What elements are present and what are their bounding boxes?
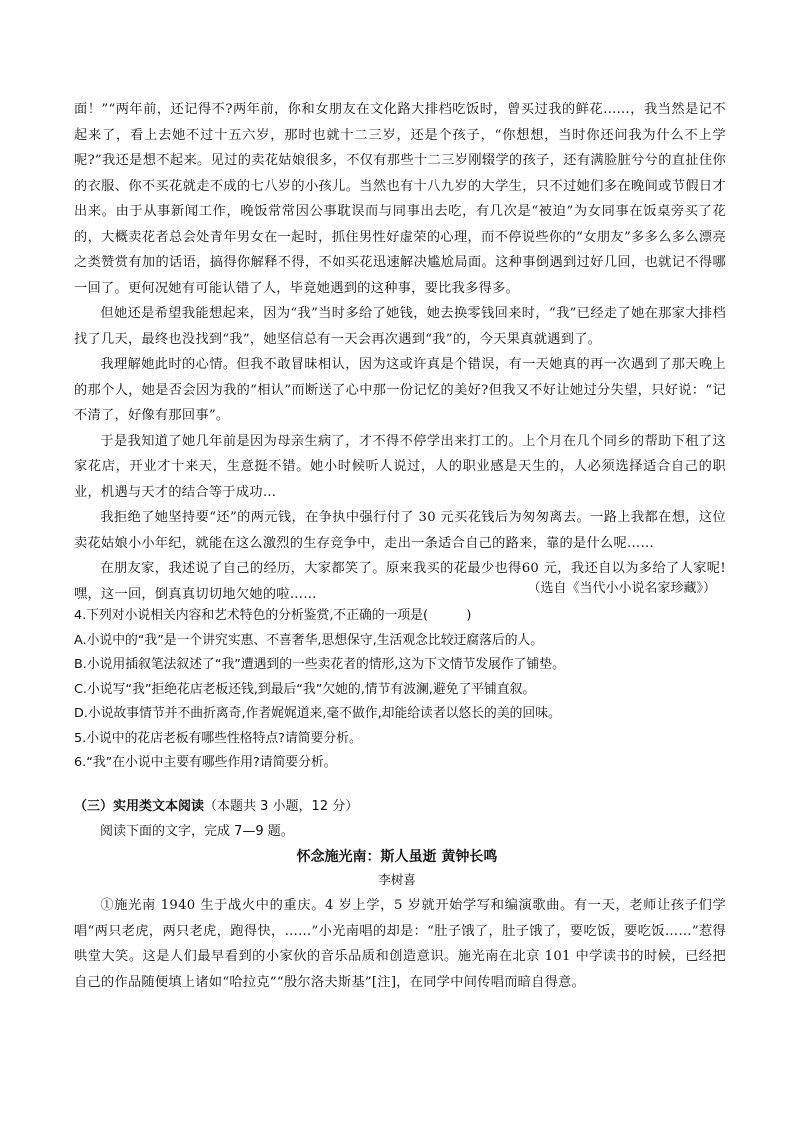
story-paragraph-2: 但她还是希望我能想起来，因为“我”当时多给了她钱，她去换零钱回来时，“我”已经走了她在那家大排档找了几天，最终也没找到“我”，她坚信总有一天会再次遇到“我”的，今天果真就遇到了。 xyxy=(74,306,726,347)
story-paragraph-1: 面！”“两年前，还记得不?两年前，你和女朋友在文化路大排档吃饭时，曾买过我的鲜花……，我当然是记不起来了，看上去她不过十五六岁，那时也就十二三岁，还是个孩子，“你想想，当时你还问我为什么不上学呢?”我还是想不起来。见过的卖花姑娘很多，不仅有那些十二三岁刚辍学的孩子，还有满脸脏兮兮的直扯住你的衣服、你不买花就走不成的七八岁的小孩儿。当然也有十八九岁的大学生，只不过她们多在晚间或节假日才出来。由于从事新闻工作，晚饭常常因公事耽误而与同事出去吃，有几次是“被迫”为女同事在饭桌旁买了花的，大概卖花者总会处青年男女在一起时，抓住男性好虚荣的心理，而不停说些你的“女朋友”多多么多么漂亮之类赞赏有加的话语，搞得你解释不得，不如买花迅速解决尴尬局面。这种事倒遇到过好几回，也就记不得哪一回了。更何况她有可能认错了人，毕竟她遇到的这种事，要比我多得多。 xyxy=(74,102,726,296)
section-heading-label: （三）实用类文本阅读 xyxy=(74,799,205,814)
story-paragraph-3: 我理解她此时的心情。但我不敢冒昧相认，因为这或许真是个错误，有一天她真的再一次遇到了那天晚上的那个人，她是否会因为我的“相认”而断送了心中那一份记忆的美好?但我又不好让她过分失望，只好说：“记不清了，好像有那回事”。 xyxy=(74,357,726,423)
story-paragraph-6: 在朋友家，我述说了自己的经历，大家都笑了。原来我买的花最少也得60 元，我还自以为多给了人家呢!嘿，这一回，倒真真切切地欠她的啦…… xyxy=(74,561,726,602)
story-paragraph-5: 我拒绝了她坚持要“还”的两元钱，在争执中强行付了 30 元买花钱后为匆匆离去。一路上我都在想，这位卖花姑娘小小年纪，就能在这么激烈的生存竞争中，走出一条适合自己的路来，靠的是什么呢…… xyxy=(74,510,726,551)
question-5: 5.小说中的花店老板有哪些性格特点?请简要分析。 xyxy=(74,730,362,746)
question-6: 6.“我”在小说中主要有哪些作用?请简要分析。 xyxy=(74,755,337,770)
question-4-option-b: B.小说用插叙笔法叙述了“我”遭遇到的一些卖花者的情形,这为下文情节发展作了铺垫。 xyxy=(74,657,565,672)
article-author: 李树喜 xyxy=(378,872,416,887)
section-score: （本题共 3 小题，12 分） xyxy=(204,799,359,814)
question-4-option-c: C.小说写“我”拒绝花店老板还钱,到最后“我”欠她的,情节有波澜,避免了平铺直叙。 xyxy=(74,681,536,697)
article-title: 怀念施光南：斯人虽逝 黄钟长鸣 xyxy=(296,849,498,865)
question-list xyxy=(74,604,734,776)
section-instruction: 阅读下面的文字，完成 7—9 题。 xyxy=(100,824,294,839)
story-paragraph-4: 于是我知道了她几年前是因为母亲生病了，才不得不停学出来打工的。上个月在几个同乡的帮助下租了这家花店，开业才十来天，生意挺不错。她小时候听人说过，人的职业感是天生的，人必须选择适合自己的职业，机遇与天才的结合等于成功… xyxy=(74,433,726,500)
question-4-option-a: A.小说中的“我”是一个讲究实惠、不喜奢华,思想保守,生活观念比较迂腐落后的人。 xyxy=(74,632,544,648)
story-source: （选自《当代小小说名家珍藏》） xyxy=(527,581,716,596)
article-text xyxy=(74,893,726,995)
question-4-option-d: D.小说故事情节并不曲折离奇,作者娓娓道来,毫不做作,却能给读者以悠长的美的回味。 xyxy=(74,706,561,721)
section-heading xyxy=(74,795,358,814)
article-paragraph-1: ①施光南 1940 生于战火中的重庆。4 岁上学，5 岁就开始学写和编演歌曲。有一天，老师让孩子们学唱“两只老虎，两只老虎，跑得快，……”小光南唱的却是：“肚子饿了，肚子饿了，要吃饭，要吃饭……”惹得哄堂大笑。这是人们最早看到的小家伙的音乐品质和创造意识。施光南在北京 101 中学读书的时候，已经把自己的作品随便填上诸如“哈拉克”“殷尔洛夫斯基”[注]，在同学中间传唱而暗自得意。 xyxy=(74,898,726,990)
story-text xyxy=(74,97,726,607)
question-4: 4.下列对小说相关内容和艺术特色的分析鉴赏,不正确的一项是( ) xyxy=(74,608,472,623)
